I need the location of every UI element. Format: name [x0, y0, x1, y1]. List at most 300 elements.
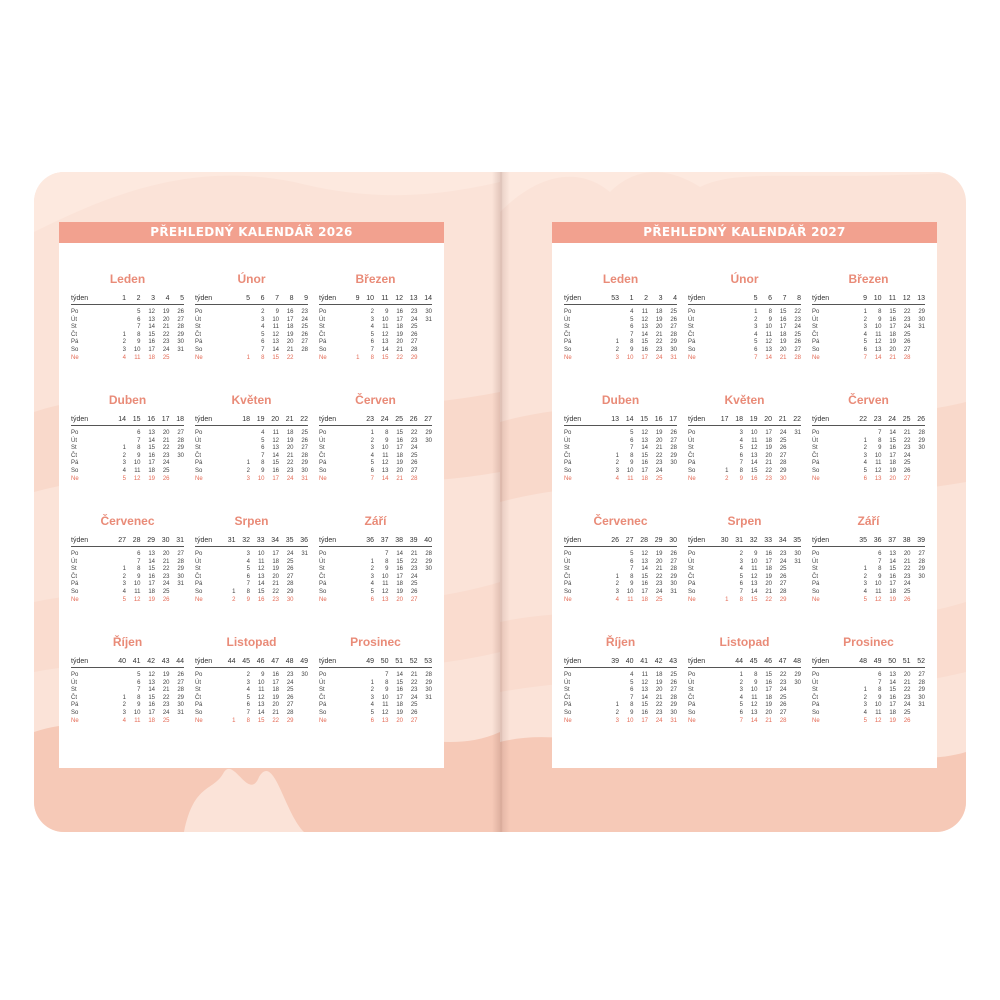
- day-number: 26: [177, 672, 184, 678]
- day-number: 10: [272, 316, 279, 323]
- day-number: 6: [137, 316, 141, 323]
- day-number: 4: [863, 460, 867, 467]
- day-number: 28: [779, 460, 787, 467]
- day-number: 26: [903, 717, 911, 724]
- day-number: 6: [261, 445, 265, 452]
- day-number: 1: [122, 445, 126, 452]
- day-number: 16: [750, 475, 758, 482]
- weekday-label: So: [195, 710, 203, 716]
- weekday-label: St: [688, 566, 694, 573]
- weekday-row: [564, 468, 677, 476]
- day-number: 26: [779, 702, 787, 709]
- weekday-label: Ne: [688, 354, 696, 361]
- day-number: 22: [286, 354, 294, 361]
- day-number: 28: [794, 354, 801, 361]
- weekday-row: [564, 347, 677, 355]
- weekday-label: So: [71, 468, 79, 474]
- day-number: 18: [889, 460, 896, 467]
- weekday-label: St: [71, 445, 77, 452]
- day-number: 14: [750, 589, 758, 595]
- day-number: 13: [148, 430, 155, 436]
- day-number: 24: [655, 468, 663, 474]
- day-number: 1: [615, 452, 619, 459]
- day-number: 16: [396, 566, 403, 573]
- week-number-row: [71, 415, 184, 426]
- week-number: 32: [749, 537, 758, 544]
- month-title: Červenec: [593, 514, 648, 528]
- weekday-label: Út: [195, 437, 201, 444]
- day-number: 15: [641, 702, 648, 709]
- day-number: 24: [286, 551, 294, 557]
- weekday-row: [195, 695, 308, 703]
- day-number: 29: [410, 354, 418, 361]
- weekday-label: Čt: [564, 573, 570, 580]
- day-number: 3: [615, 717, 619, 724]
- weekday-label: Ne: [71, 596, 79, 603]
- day-number: 20: [889, 475, 896, 482]
- day-number: 2: [754, 316, 758, 323]
- week-number: 25: [902, 416, 911, 423]
- day-number: 12: [148, 309, 155, 315]
- day-number: 9: [385, 687, 389, 694]
- day-number: 17: [641, 717, 648, 724]
- week-number: 43: [161, 658, 170, 665]
- day-number: 2: [725, 475, 729, 482]
- weekday-label: Ne: [71, 717, 79, 724]
- day-number: 1: [754, 309, 758, 315]
- weekday-row: [812, 317, 925, 325]
- weekday-row: [564, 430, 677, 438]
- weekday-label: Út: [564, 437, 570, 444]
- day-number: 5: [630, 430, 634, 436]
- day-number: 7: [137, 324, 141, 331]
- day-number: 22: [903, 687, 911, 694]
- weekday-row: [564, 460, 677, 468]
- day-number: 29: [177, 566, 184, 573]
- day-number: 10: [874, 452, 882, 459]
- weekday-row: [812, 566, 925, 574]
- weekday-label: Po: [812, 309, 820, 315]
- day-number: 18: [396, 702, 403, 709]
- day-number: 24: [162, 460, 170, 467]
- weekday-row: [688, 680, 801, 688]
- day-number: 27: [794, 347, 801, 353]
- week-number: 47: [778, 658, 787, 665]
- day-number: 23: [301, 309, 308, 315]
- day-number: 10: [381, 445, 389, 452]
- week-number: 2: [644, 295, 648, 302]
- weekday-row: [319, 672, 432, 680]
- month-title: Leden: [109, 272, 146, 286]
- day-number: 17: [779, 324, 787, 331]
- day-number: 20: [779, 347, 787, 353]
- weekday-row: [71, 438, 184, 446]
- calendar-title-2026: PŘEHLEDNÝ KALENDÁŘ 2026: [59, 222, 444, 243]
- week-number: 47: [271, 658, 279, 665]
- weekday-row: [564, 687, 677, 695]
- day-number: 13: [641, 324, 648, 331]
- day-number: 27: [779, 710, 787, 716]
- day-number: 18: [148, 717, 155, 724]
- weekday-row: [812, 332, 925, 340]
- day-number: 16: [641, 581, 648, 588]
- day-number: 18: [765, 566, 772, 573]
- day-number: 10: [257, 551, 265, 557]
- day-number: 19: [396, 331, 403, 338]
- day-number: 2: [863, 445, 867, 452]
- day-number: 28: [286, 581, 294, 588]
- day-number: 29: [670, 339, 677, 346]
- day-number: 13: [641, 687, 648, 694]
- weekday-row: [71, 589, 184, 597]
- weekday-label: St: [195, 324, 201, 331]
- day-number: 6: [630, 687, 634, 694]
- day-number: 5: [863, 717, 867, 724]
- day-number: 12: [381, 589, 389, 595]
- day-number: 28: [410, 347, 418, 353]
- weekday-label: Pá: [812, 702, 820, 709]
- weekday-label: Čt: [688, 573, 694, 580]
- week-number: 38: [902, 537, 911, 544]
- week-number-row: [564, 536, 677, 547]
- day-number: 14: [148, 437, 155, 444]
- week-number-row: [688, 657, 801, 668]
- day-number: 4: [261, 324, 265, 331]
- day-number: 6: [246, 573, 250, 580]
- day-number: 17: [641, 354, 648, 361]
- week-number: 18: [242, 416, 250, 423]
- week-number: 14: [118, 416, 126, 423]
- week-label: týden: [195, 537, 213, 544]
- day-number: 23: [655, 347, 663, 353]
- day-number: 23: [272, 596, 279, 603]
- weekday-label: Pá: [319, 581, 327, 588]
- day-number: 12: [641, 430, 648, 436]
- day-number: 11: [134, 717, 141, 724]
- day-number: 6: [261, 339, 265, 346]
- week-number-row: [195, 294, 308, 305]
- day-number: 1: [370, 558, 374, 565]
- day-number: 31: [670, 354, 677, 361]
- week-number: 28: [132, 537, 141, 544]
- day-number: 26: [410, 460, 418, 467]
- day-number: 12: [874, 468, 882, 474]
- day-number: 22: [655, 702, 663, 709]
- day-number: 20: [655, 558, 663, 565]
- weekday-label: So: [688, 468, 696, 474]
- week-label: týden: [71, 537, 89, 544]
- day-number: 7: [739, 460, 743, 467]
- day-number: 25: [286, 558, 294, 565]
- day-number: 26: [670, 430, 677, 436]
- week-label: týden: [319, 416, 337, 423]
- day-number: 17: [765, 430, 772, 436]
- day-number: 16: [641, 347, 648, 353]
- day-number: 11: [258, 687, 265, 694]
- weekday-label: St: [812, 324, 818, 331]
- day-number: 30: [425, 437, 432, 444]
- day-number: 1: [863, 309, 867, 315]
- day-number: 21: [889, 354, 896, 361]
- day-number: 31: [670, 717, 677, 724]
- weekday-label: Po: [319, 672, 327, 678]
- day-number: 14: [641, 694, 648, 701]
- day-number: 23: [410, 437, 418, 444]
- month-title: Červenec: [100, 514, 155, 528]
- calendar-card-2027: [552, 222, 937, 768]
- week-number: 22: [859, 416, 867, 423]
- day-number: 20: [272, 573, 279, 580]
- week-number-row: [688, 415, 801, 426]
- month-title: Srpen: [234, 514, 269, 528]
- day-number: 24: [410, 316, 418, 323]
- day-number: 9: [754, 551, 758, 557]
- weekday-label: Po: [688, 672, 696, 678]
- day-number: 1: [122, 331, 126, 338]
- day-number: 14: [889, 679, 896, 686]
- day-number: 20: [162, 316, 170, 323]
- weekday-label: Čt: [812, 573, 818, 580]
- week-number: 11: [381, 295, 389, 302]
- day-number: 6: [863, 347, 867, 353]
- weekday-label: Čt: [195, 694, 201, 701]
- day-number: 27: [410, 468, 418, 474]
- day-number: 15: [765, 672, 772, 678]
- day-number: 23: [410, 566, 418, 573]
- day-number: 20: [396, 596, 403, 603]
- week-label: týden: [812, 416, 830, 423]
- week-label: týden: [319, 295, 337, 302]
- day-number: 13: [765, 347, 772, 353]
- weekday-label: Čt: [812, 694, 818, 701]
- day-number: 10: [381, 316, 389, 323]
- weekday-label: Ne: [319, 354, 327, 361]
- day-number: 13: [641, 558, 648, 565]
- weekday-label: So: [195, 347, 203, 353]
- day-number: 10: [381, 573, 389, 580]
- day-number: 7: [261, 347, 265, 353]
- week-label: týden: [71, 416, 89, 423]
- day-number: 3: [754, 324, 758, 331]
- day-number: 16: [148, 702, 155, 709]
- day-number: 7: [863, 354, 867, 361]
- weekday-row: [688, 445, 801, 453]
- week-number: 37: [380, 537, 389, 544]
- weekday-label: Út: [688, 679, 694, 686]
- day-number: 15: [889, 309, 896, 315]
- day-number: 30: [177, 702, 184, 709]
- day-number: 7: [878, 679, 882, 686]
- day-number: 18: [765, 437, 772, 444]
- weekday-row: [812, 710, 925, 718]
- week-number: 44: [176, 658, 184, 665]
- week-number: 49: [300, 658, 308, 665]
- week-number: 31: [176, 537, 184, 544]
- day-number: 23: [765, 475, 772, 482]
- day-number: 25: [286, 687, 294, 694]
- day-number: 6: [739, 581, 743, 588]
- day-number: 13: [750, 452, 758, 459]
- day-number: 31: [794, 430, 801, 436]
- weekday-row: [195, 317, 308, 325]
- week-number: 17: [669, 416, 677, 423]
- weekday-row: [812, 476, 925, 484]
- week-number: 21: [285, 416, 294, 423]
- weekday-row: [688, 687, 801, 695]
- day-number: 27: [177, 551, 184, 557]
- day-number: 13: [874, 347, 882, 353]
- weekday-label: So: [195, 468, 203, 474]
- week-number: 13: [917, 295, 925, 302]
- weekday-row: [195, 559, 308, 567]
- week-label: týden: [195, 416, 213, 423]
- week-number: 31: [227, 537, 236, 544]
- weekday-label: Pá: [195, 460, 203, 467]
- weekday-label: Ne: [812, 596, 820, 603]
- weekday-label: Čt: [564, 452, 570, 459]
- weekday-row: [71, 566, 184, 574]
- day-number: 25: [903, 710, 911, 716]
- weekday-label: Ne: [195, 717, 203, 724]
- day-number: 19: [272, 694, 279, 701]
- day-number: 19: [286, 331, 294, 338]
- day-number: 14: [148, 687, 155, 694]
- weekday-label: Pá: [195, 339, 203, 346]
- weekday-label: Čt: [71, 331, 77, 338]
- day-number: 4: [630, 672, 634, 678]
- day-number: 13: [148, 316, 155, 323]
- day-number: 14: [148, 558, 155, 565]
- day-number: 5: [261, 331, 265, 338]
- day-number: 18: [272, 558, 279, 565]
- weekday-label: Út: [71, 679, 77, 686]
- weekday-label: Út: [564, 679, 570, 686]
- day-number: 10: [257, 475, 265, 482]
- day-number: 17: [272, 679, 279, 686]
- weekday-label: Po: [319, 430, 327, 436]
- weekday-label: So: [71, 347, 79, 353]
- weekday-label: Ne: [195, 475, 203, 482]
- day-number: 24: [903, 324, 911, 331]
- weekday-label: Pá: [812, 339, 820, 346]
- day-number: 6: [630, 324, 634, 331]
- day-number: 21: [655, 566, 663, 573]
- week-number: 20: [271, 416, 279, 423]
- day-number: 24: [903, 581, 911, 588]
- month-title: Duben: [601, 393, 640, 407]
- week-number-row: [688, 536, 801, 547]
- week-number: 25: [395, 416, 403, 423]
- day-number: 4: [370, 324, 374, 331]
- day-number: 4: [739, 437, 743, 444]
- weekday-label: St: [564, 324, 570, 331]
- day-number: 29: [670, 573, 677, 580]
- weekday-row: [319, 324, 432, 332]
- day-number: 12: [641, 316, 648, 323]
- weekday-row: [319, 702, 432, 710]
- day-number: 3: [122, 460, 126, 467]
- book-spine: [492, 172, 510, 832]
- day-number: 20: [396, 717, 403, 724]
- weekday-row: [812, 309, 925, 317]
- day-number: 7: [878, 430, 882, 436]
- day-number: 18: [148, 589, 155, 595]
- day-number: 6: [137, 551, 141, 557]
- day-number: 22: [765, 468, 772, 474]
- day-number: 30: [670, 460, 677, 467]
- day-number: 22: [410, 558, 418, 565]
- weekday-row: [319, 460, 432, 468]
- weekday-row: [319, 566, 432, 574]
- day-number: 27: [286, 702, 294, 709]
- week-number: 24: [888, 416, 896, 423]
- day-number: 5: [246, 566, 250, 573]
- day-number: 28: [177, 558, 184, 565]
- month-title: Říjen: [605, 635, 636, 649]
- weekday-row: [688, 355, 801, 363]
- day-number: 2: [739, 551, 743, 557]
- day-number: 1: [246, 460, 250, 467]
- weekday-label: Út: [812, 316, 818, 323]
- weekday-label: Ne: [688, 475, 696, 482]
- weekday-label: Út: [688, 316, 694, 323]
- weekday-label: Čt: [71, 452, 77, 459]
- weekday-label: Pá: [71, 339, 79, 346]
- day-number: 21: [396, 475, 403, 482]
- day-number: 23: [162, 452, 170, 459]
- day-number: 9: [275, 309, 279, 315]
- day-number: 22: [286, 460, 294, 467]
- week-number: 6: [768, 295, 772, 302]
- week-number: 10: [366, 295, 374, 302]
- day-number: 14: [889, 430, 896, 436]
- day-number: 6: [739, 710, 743, 716]
- day-number: 8: [385, 679, 389, 686]
- weekday-row: [71, 468, 184, 476]
- week-label: týden: [71, 295, 89, 302]
- week-number: 49: [366, 658, 374, 665]
- weekday-row: [195, 430, 308, 438]
- weekday-row: [812, 718, 925, 726]
- weekday-row: [564, 332, 677, 340]
- day-number: 15: [148, 694, 155, 701]
- day-number: 28: [918, 430, 925, 436]
- weekday-label: So: [564, 710, 572, 716]
- day-number: 13: [750, 581, 758, 588]
- day-number: 8: [246, 589, 250, 595]
- day-number: 29: [177, 445, 184, 452]
- day-number: 6: [739, 452, 743, 459]
- day-number: 8: [878, 309, 882, 315]
- day-number: 26: [903, 339, 911, 346]
- day-number: 9: [630, 460, 634, 467]
- day-number: 4: [370, 581, 374, 588]
- weekday-label: Út: [319, 437, 325, 444]
- weekday-label: Pá: [71, 460, 79, 467]
- weekday-label: Čt: [71, 694, 77, 701]
- week-number: 5: [753, 295, 758, 302]
- day-number: 23: [286, 672, 294, 678]
- day-number: 28: [670, 331, 677, 338]
- day-number: 27: [918, 672, 925, 678]
- day-number: 31: [794, 558, 801, 565]
- day-number: 9: [385, 309, 389, 315]
- day-number: 20: [286, 445, 294, 452]
- day-number: 23: [410, 309, 418, 315]
- day-number: 5: [630, 551, 634, 557]
- day-number: 12: [750, 445, 758, 452]
- day-number: 4: [863, 589, 867, 595]
